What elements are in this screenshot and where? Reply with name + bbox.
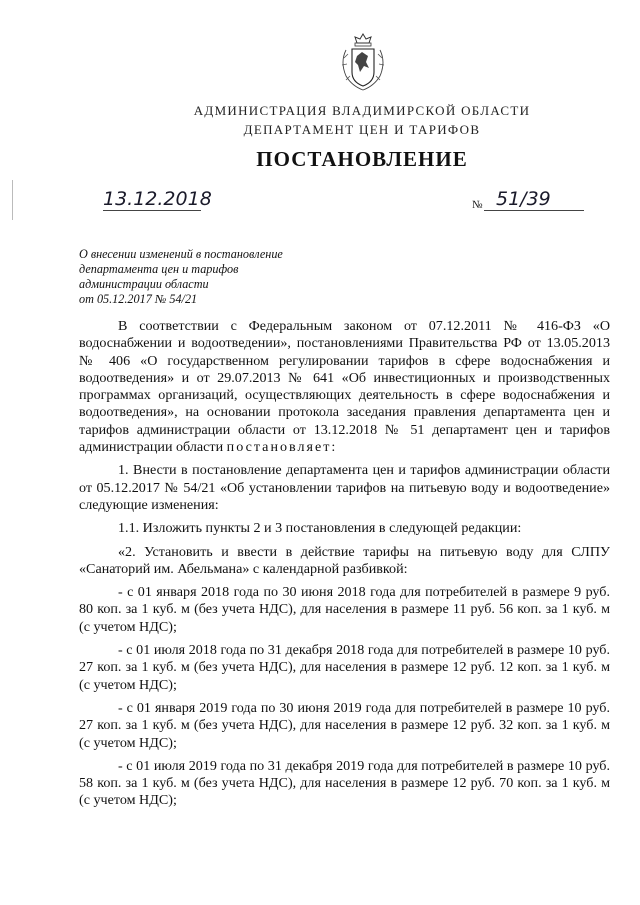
organization-line-2: ДЕПАРТАМЕНТ ЦЕН И ТАРИФОВ [243,122,481,137]
tariff-item: - с 01 января 2018 года по 30 июня 2018 года для потребителей в размере 9 руб. 80 коп. за 1 куб. м (без учета НДС), для населения в размере 11 руб. 56 коп. за 1 куб. м (с учетом НДС); [79,584,610,635]
organization-line-1: АДМИНИСТРАЦИЯ ВЛАДИМИРСКОЙ ОБЛАСТИ [193,103,531,118]
document-body [79,318,610,816]
tariff-item: - с 01 июля 2018 года по 31 декабря 2018 года для потребителей в размере 10 руб. 27 коп. за 1 куб. м (без учета НДС), для населения в размере 12 руб. 12 коп. за 1 куб. м (с учетом НДС); [79,642,610,693]
subject-line: О внесении изменений в постановление [79,247,283,261]
document-title: ПОСТАНОВЛЕНИЕ [256,147,468,171]
paragraph-1: 1. Внести в постановление департамента цен и тарифов администрации области от 05.12.2017 № 54/21 «Об установлении тарифов на питьевую воду и водоотведение» следующие изменения: [79,462,610,513]
paragraph-1-1: 1.1. Изложить пункты 2 и 3 постановления в следующей редакции: [118,520,522,537]
tariff-item: - с 01 июля 2019 года по 31 декабря 2019 года для потребителей в размере 10 руб. 58 коп. за 1 куб. м (без учета НДС), для населения в размере 12 руб. 70 коп. за 1 куб. м (с учетом НДС); [79,757,610,809]
subject-line: департамента цен и тарифов [79,262,239,276]
document-number: 51/39 [484,188,584,211]
coat-of-arms-emblem [338,32,388,94]
preamble-paragraph [79,318,610,456]
document-subject [79,247,339,307]
tariff-item: - с 01 января 2019 года по 30 июня 2019 года для потребителей в размере 10 руб. 27 коп. за 1 куб. м (без учета НДС), для населения в размере 12 руб. 32 коп. за 1 куб. м (с учетом НДС); [79,699,610,751]
paragraph-2: «2. Установить и ввести в действие тарифы на питьевую воду для СЛПУ «Санаторий им. Абельмана» с календарной разбивкой: [79,543,610,577]
decree-word: постановляет: [226,439,338,456]
document-date: 13.12.2018 [103,188,212,210]
number-label: № [472,199,483,211]
scan-margin-mark [12,180,13,220]
subject-line: администрации области [79,277,209,291]
subject-line: от 05.12.2017 № 54/21 [79,292,198,306]
preamble-text: В соответствии с Федеральным законом от 07.12.2011 № 416-ФЗ «О водоснабжении и водоотведении», постановлениями Правительства РФ от 13.05.2013 № 406 «О государственном регулировании тарифов в сфере водоснабжения и водоотведения» и от 29.07.2013 № 641 «Об инвестиционных и производственных программах организаций, осуществляющих деятельность в сфере водоснабжения и водоотведения», на основании протокола заседания правления департамента цен и тарифов администрации области от 13.12.2018 № 51 департамент цен и тарифов администрации области [79,318,610,456]
